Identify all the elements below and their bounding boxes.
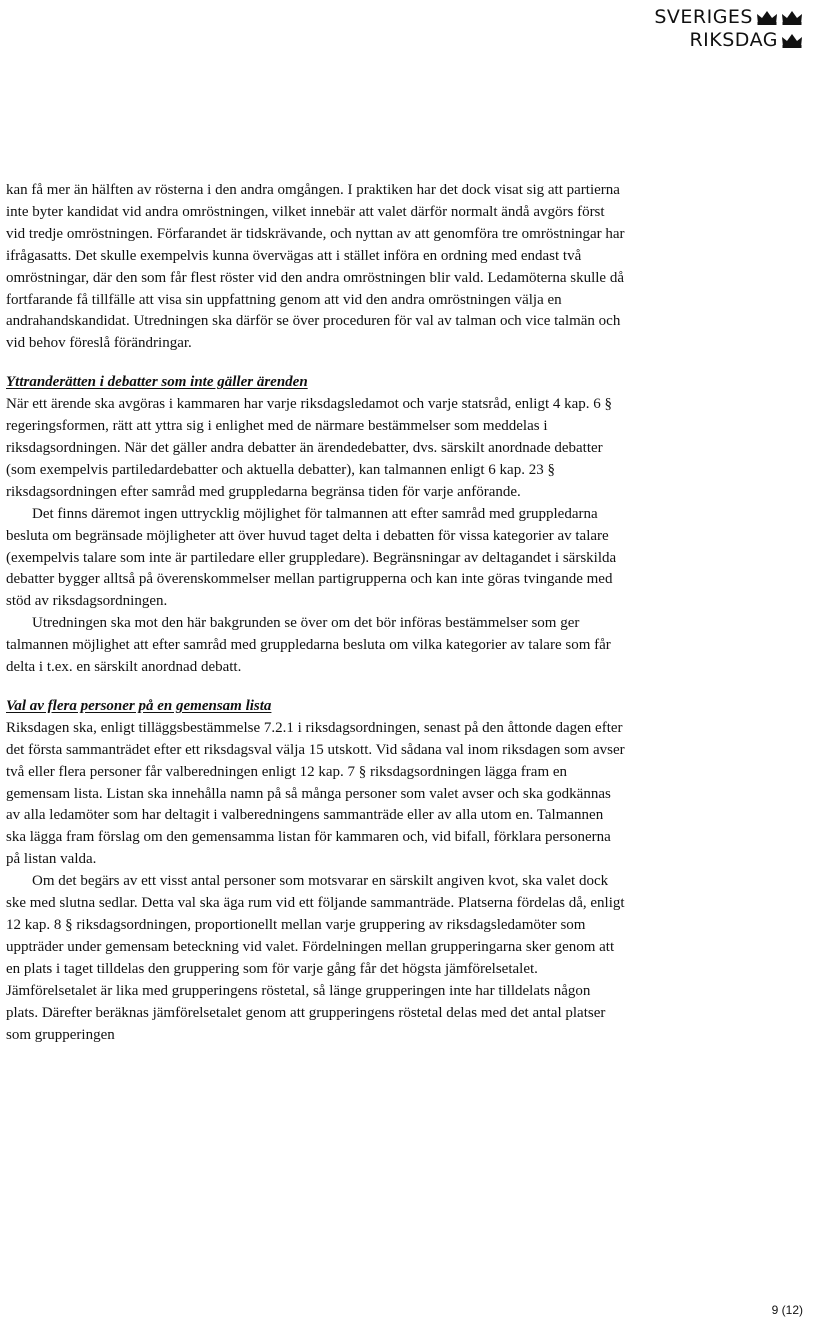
crown-icon — [756, 9, 778, 26]
paragraph-inquiry-task: Utredningen ska mot den här bakgrunden se över om det bör införas bestämmelser som ger talmannen möjlighet att efter samråd med gruppledarna besluta om vilka kategorier av talare som får delta i t.ex. en särskilt anordnad debatt. — [6, 615, 611, 676]
paragraph-committee-election: Riksdagen ska, enligt tilläggsbestämmelse 7.2.1 i riksdagsordningen, senast på den åttonde dagen efter det första sammanträdet efter ett riksdagsval välja 15 utskott. Vid sådana val inom riksdagen som avser två eller flera personer får valberedningen enligt 12 kap. 7 § riksdagsordningen lägga fram en gemensam lista. Listan ska innehålla namn på så många personer som valet avser och ska godkännas av alla ledamöter som har deltagit i valberedningens sammanträde eller av alla utom en. Talmannen ska lägga fram förslag om den gemensamma listan för kammaren och, vid bifall, förklara personerna på listan valda. — [6, 719, 625, 868]
paragraph-proportional: Om det begärs av ett visst antal personer som motsvarar en särskilt angiven kvot, ska valet dock ske med slutna sedlar. Detta val ska äga rum vid ett följande sammanträde. Platserna fördelas då, enligt 12 kap. 8 § riksdagsordningen, proportionellt mellan varje gruppering av riksdagsledamöter som uppträder under gemensam beteckning vid valet. Fördelningen mellan grupperingarna sker genom att en plats i taget tilldelas den gruppering som för varje gång får det högsta jämförelsetalet. Jämförelsetalet är lika med grupperingens röstetal, så länge grupperingen inte har tilldelats någon plats. Därefter beräknas jämförelsetalet genom att grupperingens röstetal delas med det antal platser som grupperingen — [6, 873, 625, 1043]
riksdag-logo — [654, 6, 803, 52]
page-number: 9 (12) — [771, 1303, 803, 1317]
logo-row-2 — [654, 29, 803, 52]
logo-text-sveriges: SVERIGES — [654, 6, 753, 28]
crown-icon — [781, 32, 803, 49]
paragraph-ordinary-debate: När ett ärende ska avgöras i kammaren har varje riksdagsledamot och varje statsråd, enligt 4 kap. 6 § regeringsformen, rätt att yttra sig i enlighet med de närmare bestämmelser som meddelas i riksdagsordningen. När det gäller andra debatter än ärendedebatter, dvs. särskilt anordnade debatter (som exempelvis partiledardebatter och aktuella debatter), kan talmannen enligt 6 kap. 23 § riksdagsordningen efter samråd med gruppledarna begränsa tiden för varje anförande. — [6, 396, 613, 500]
crown-icon — [781, 9, 803, 26]
paragraph-talman-procedure: kan få mer än hälften av rösterna i den andra omgången. I praktiken har det dock visat sig att partierna inte byter kandidat vid andra omröstningen, vilket innebär att valet därför normalt ändå avgörs först vid tredje omröstningen. Förfarandet är tidskrävande, och nyttan av att genomföra tre omröstningar har ifrågasatts. Det skulle exempelvis kunna övervägas att i stället införa en ordning med endast två omröstningar, där den som får flest röster vid den andra omröstningen blir vald. Ledamöterna skulle då fortfarande få tillfälle att visa sin uppfattning genom att vid den andra omröstningen välja en andrahandskandidat. Utredningen ska därför se över proceduren för val av talman och vice talmän och vid behov föreslå förändringar. — [6, 182, 625, 352]
logo-text-riksdag: RIKSDAG — [689, 29, 778, 51]
heading-yttranderatten: Yttranderätten i debatter som inte gäller ärenden — [6, 374, 308, 391]
heading-val-lista: Val av flera personer på en gemensam lista — [6, 697, 272, 714]
document-body — [6, 180, 626, 1046]
logo-row-1 — [654, 6, 803, 29]
paragraph-restrictions: Det finns däremot ingen uttrycklig möjlighet för talmannen att efter samråd med gruppledarna besluta om begränsade möjligheter att över huvud taget delta i debatten för vissa kategorier av talare (exempelvis talare som inte är partiledare eller gruppledare). Begränsningar av deltagandet i särskilda debatter bygger alltså på överenskommelser mellan partigrupperna och kan inte göras tvingande med stöd av riksdagsordningen. — [6, 505, 617, 610]
